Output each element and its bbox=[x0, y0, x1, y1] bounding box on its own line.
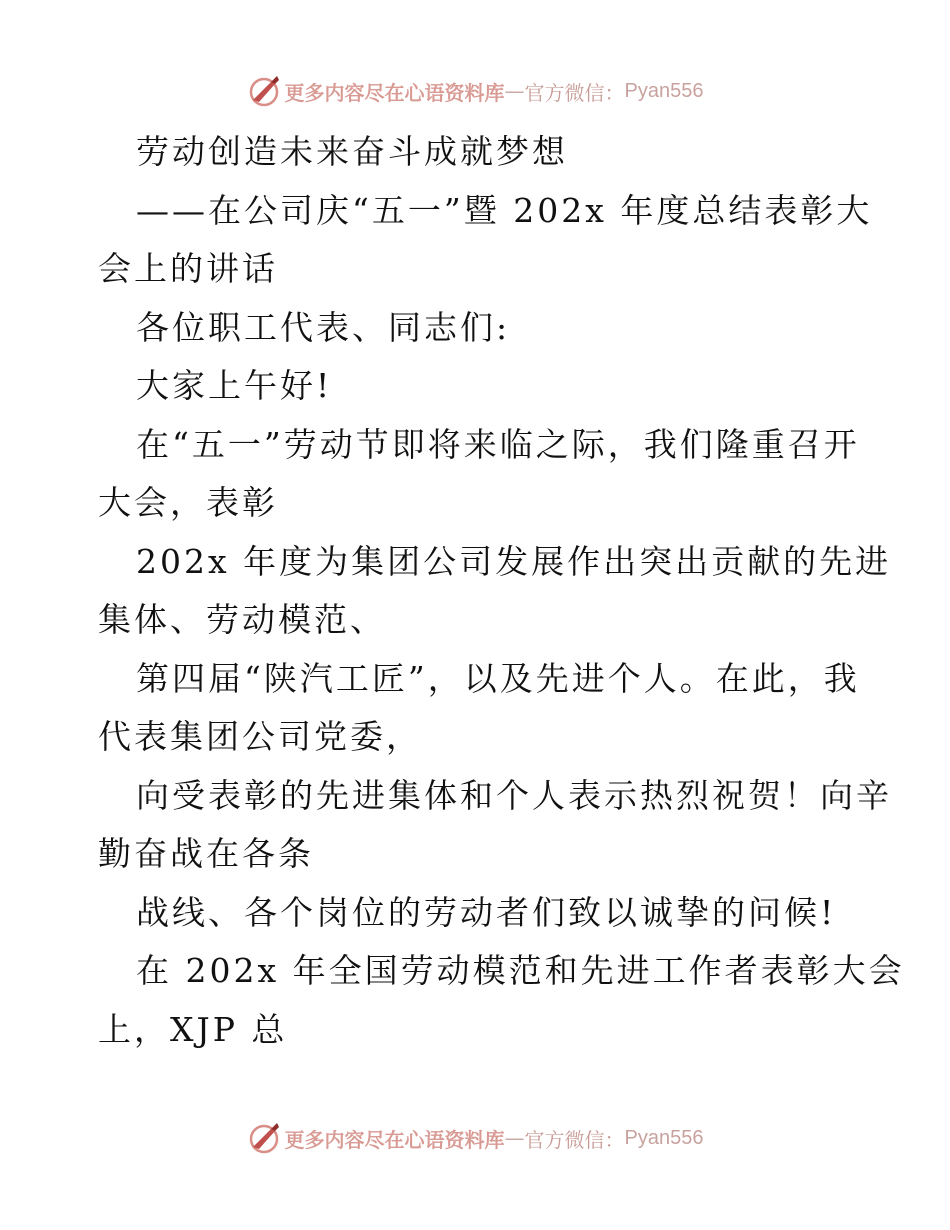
pen-logo-icon bbox=[247, 1121, 281, 1155]
paragraph-line: 在“五一”劳动节即将来临之际，我们隆重召开 bbox=[136, 424, 860, 464]
watermark-wechat-label: 官方微信： bbox=[524, 80, 625, 105]
paragraph-line: 上，XJP 总 bbox=[98, 1009, 288, 1049]
paragraph-line: 向受表彰的先进集体和个人表示热烈祝贺！向辛 bbox=[136, 775, 892, 815]
paragraph-line: 勤奋战在各条 bbox=[98, 834, 314, 873]
document-body bbox=[98, 123, 905, 1059]
watermark-main-text: 更多内容尽在心语资料库 bbox=[284, 1127, 505, 1152]
greeting: 大家上午好! bbox=[136, 366, 333, 405]
document-subtitle-line: ——在公司庆“五一”暨 202x 年度总结表彰大 bbox=[136, 190, 873, 230]
watermark-wechat-id: Pyan556 bbox=[624, 1126, 704, 1149]
document-subtitle-line: 会上的讲话 bbox=[98, 249, 278, 288]
paragraph-line: 代表集团公司党委， bbox=[98, 717, 422, 756]
paragraph-line: 战线、各个岗位的劳动者们致以诚挚的问候! bbox=[136, 892, 837, 932]
footer-watermark bbox=[0, 1118, 950, 1158]
watermark-main-text: 更多内容尽在心语资料库 bbox=[284, 80, 505, 105]
paragraph-line: 大会，表彰 bbox=[98, 483, 278, 522]
header-watermark bbox=[0, 71, 950, 111]
paragraph-line: 集体、劳动模范、 bbox=[98, 600, 386, 639]
watermark-wechat-label: 官方微信： bbox=[524, 1127, 625, 1152]
watermark-dash: — bbox=[504, 79, 525, 103]
watermark-dash: — bbox=[504, 1126, 525, 1150]
document-title: 劳动创造未来奋斗成就梦想 bbox=[136, 132, 568, 171]
salutation: 各位职工代表、同志们: bbox=[136, 307, 511, 347]
paragraph-line: 在 202x 年全国劳动模范和先进工作者表彰大会 bbox=[136, 951, 905, 990]
pen-logo-icon bbox=[247, 74, 281, 108]
paragraph-line: 第四届“陕汽工匠”，以及先进个人。在此，我 bbox=[136, 658, 860, 698]
watermark-wechat-id: Pyan556 bbox=[624, 79, 704, 102]
paragraph-line: 202x 年度为集团公司发展作出突出贡献的先进 bbox=[136, 541, 892, 581]
